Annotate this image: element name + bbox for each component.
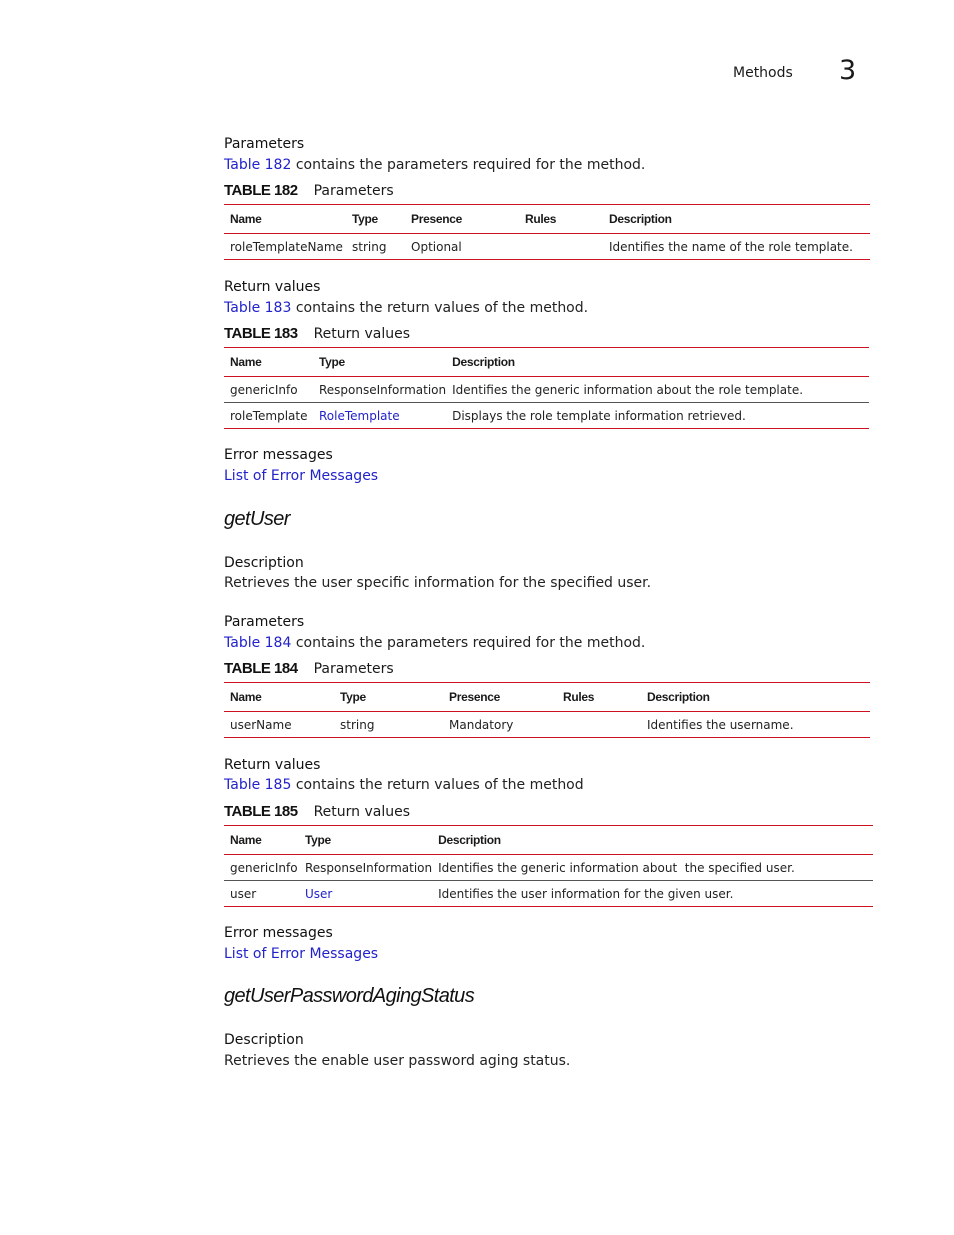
table-184 <box>224 682 870 738</box>
column-header: Rules <box>519 205 603 234</box>
description-heading: Description <box>224 1032 304 1048</box>
column-header: Type <box>334 683 443 712</box>
column-header: Name <box>224 348 313 377</box>
column-header: Type <box>313 348 446 377</box>
column-header: Description <box>603 205 870 234</box>
table-185-link[interactable]: Table 185 <box>224 777 292 793</box>
description-heading: Description <box>224 555 304 571</box>
table-row: roleTemplateName string Optional Identifies the name of the role template. <box>224 234 870 260</box>
error-messages-heading: Error messages <box>224 447 333 463</box>
return-values-intro: Table 185 contains the return values of the method <box>224 777 584 793</box>
column-header: Name <box>224 205 346 234</box>
table-184-link[interactable]: Table 184 <box>224 635 292 651</box>
column-header: Presence <box>405 205 519 234</box>
user-type-link[interactable]: User <box>305 886 333 901</box>
table-row: user User Identifies the user information for the given user. <box>224 881 873 907</box>
error-messages-heading: Error messages <box>224 925 333 941</box>
parameters-heading: Parameters <box>224 136 305 152</box>
column-header: Description <box>641 683 870 712</box>
table-182-caption: TABLE 182 Parameters <box>224 182 394 199</box>
method-title-getuserpasswordagingstatus: getUserPasswordAgingStatus <box>224 985 475 1007</box>
table-row: genericInfo ResponseInformation Identifies the generic information about the specified user. <box>224 855 873 881</box>
table-row: userName string Mandatory Identifies the username. <box>224 712 870 738</box>
table-182 <box>224 204 870 260</box>
column-header: Description <box>432 826 873 855</box>
return-values-intro: Table 183 contains the return values of the method. <box>224 300 589 316</box>
return-values-heading: Return values <box>224 279 321 295</box>
table-row: roleTemplate RoleTemplate Displays the role template information retrieved. <box>224 403 869 429</box>
roletemplate-type-link[interactable]: RoleTemplate <box>319 408 400 423</box>
column-header: Name <box>224 826 299 855</box>
table-185 <box>224 825 873 907</box>
error-messages-link[interactable]: List of Error Messages <box>224 468 379 484</box>
table-183-link[interactable]: Table 183 <box>224 300 292 316</box>
table-183 <box>224 347 869 429</box>
table-183-caption: TABLE 183 Return values <box>224 325 411 342</box>
column-header: Description <box>446 348 869 377</box>
parameters-intro: Table 184 contains the parameters required for the method. <box>224 635 646 651</box>
table-182-link[interactable]: Table 182 <box>224 157 292 173</box>
description-text: Retrieves the enable user password aging status. <box>224 1053 571 1069</box>
description-text: Retrieves the user specific information for the specified user. <box>224 575 652 591</box>
column-header: Presence <box>443 683 557 712</box>
parameters-heading: Parameters <box>224 614 305 630</box>
error-messages-link[interactable]: List of Error Messages <box>224 946 379 962</box>
table-184-caption: TABLE 184 Parameters <box>224 660 394 677</box>
return-values-heading: Return values <box>224 757 321 773</box>
column-header: Name <box>224 683 334 712</box>
chapter-number: 3 <box>839 55 857 86</box>
column-header: Rules <box>557 683 641 712</box>
method-title-getuser: getUser <box>224 508 290 530</box>
column-header: Type <box>299 826 432 855</box>
running-header-section: Methods <box>733 65 793 81</box>
table-185-caption: TABLE 185 Return values <box>224 803 411 820</box>
parameters-intro: Table 182 contains the parameters required for the method. <box>224 157 646 173</box>
column-header: Type <box>346 205 405 234</box>
table-row: genericInfo ResponseInformation Identifies the generic information about the role template. <box>224 377 869 403</box>
